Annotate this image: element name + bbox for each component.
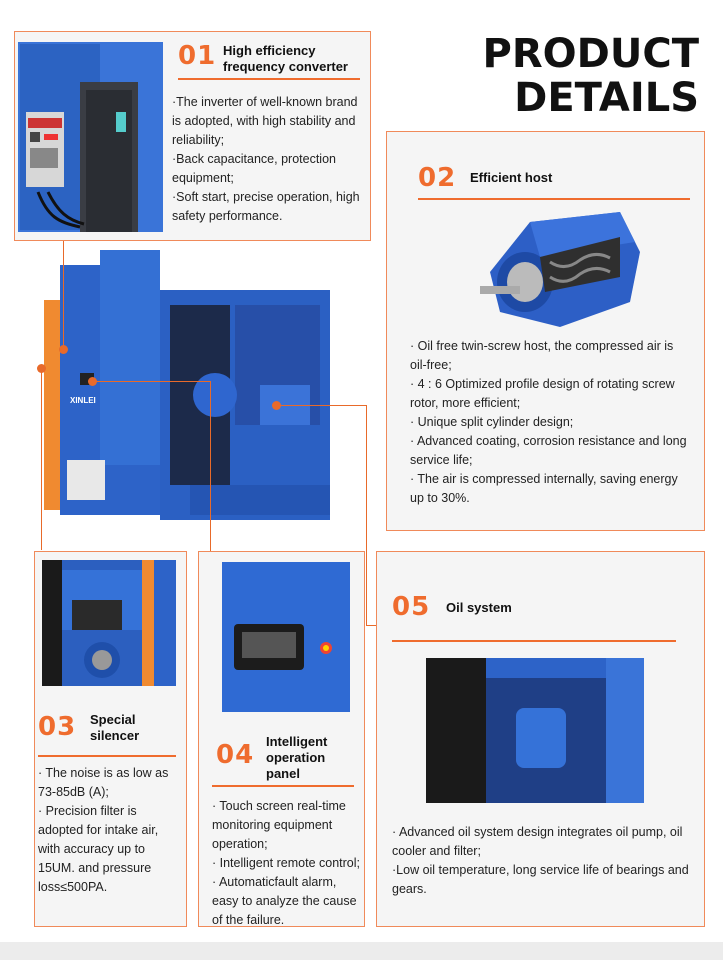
header-line-2: DETAILS (514, 75, 699, 121)
section-04-photo-panel (222, 562, 350, 712)
section-03-title-line-2: silencer (90, 728, 140, 743)
section-04-text (212, 797, 362, 930)
section-02-number: 02 (418, 163, 457, 193)
section-01-bullet: ·The inverter of well-known brand is adopted, with high stability and reliability; (172, 95, 358, 147)
section-01-text (172, 93, 362, 226)
section-02-photo-screw-host (470, 202, 650, 332)
leader-dot-03 (37, 364, 46, 373)
leader-line-02-h2 (366, 625, 376, 626)
section-04-title-line-1: Intelligent (266, 734, 328, 749)
section-02-bullet: · Oil free twin-screw host, the compressed air is oil-free; (410, 339, 674, 372)
section-03-bullet: · The noise is as low as 73-85dB (A); (38, 766, 169, 799)
section-04-title (266, 734, 327, 782)
section-02-bullet: · Advanced coating, corrosion resistance and long service life; (410, 434, 687, 467)
section-03-photo-silencer (42, 560, 176, 686)
section-03-bullet: · Precision filter is adopted for intake air, with accuracy up to 15UM. and pressure loss≤500PA. (38, 804, 159, 894)
section-02-title: Efficient host (470, 170, 553, 185)
section-03-text (38, 764, 180, 897)
section-05-text (392, 823, 692, 899)
section-05-rule (392, 640, 676, 642)
section-05-photo-oil-system (426, 658, 644, 803)
section-03-number: 03 (38, 712, 77, 742)
page-header (483, 32, 699, 120)
section-04-rule (212, 785, 354, 787)
section-05-bullet: ·Low oil temperature, long service life of bearings and gears. (392, 863, 689, 896)
section-02-bullet: · The air is compressed internally, saving energy up to 30%. (410, 472, 678, 505)
leader-line-02-h (276, 405, 366, 406)
section-02-text (410, 337, 690, 508)
section-04-number: 04 (216, 740, 255, 770)
section-04-bullet: · Intelligent remote control; (212, 856, 360, 870)
section-04-bullet: · Automaticfault alarm, easy to analyze the cause of the failure. (212, 875, 357, 927)
section-04-title-line-2: operation (266, 750, 326, 765)
section-01-photo-inverter (18, 42, 163, 232)
section-04-title-line-3: panel (266, 766, 300, 781)
section-01-bullet: ·Back capacitance, protection equipment; (172, 152, 336, 185)
leader-line-04-h (92, 381, 210, 382)
section-01-title-line-2: frequency converter (223, 59, 348, 74)
section-05-bullet: · Advanced oil system design integrates oil pump, oil cooler and filter; (392, 825, 683, 858)
section-05-title: Oil system (446, 600, 512, 615)
bottom-strip (0, 942, 723, 960)
section-03-title-line-1: Special (90, 712, 136, 727)
compressor-machine-illustration (40, 245, 340, 530)
leader-line-04-v (210, 381, 211, 551)
section-03-rule (38, 755, 176, 757)
section-02-bullet: · Unique split cylinder design; (410, 415, 574, 429)
section-01-title (223, 43, 348, 75)
header-line-1: PRODUCT (482, 31, 699, 77)
leader-line-03 (41, 368, 42, 550)
section-01-number: 01 (178, 41, 217, 71)
leader-dot-01 (59, 345, 68, 354)
leader-line-01 (63, 241, 64, 349)
section-05-number: 05 (392, 592, 431, 622)
section-01-title-line-1: High efficiency (223, 43, 316, 58)
section-03-title (90, 712, 139, 744)
section-01-rule (178, 78, 360, 80)
section-01-bullet: ·Soft start, precise operation, high safety performance. (172, 190, 360, 223)
leader-line-02-v (366, 405, 367, 625)
svg-text:XINLEI: XINLEI (70, 396, 96, 405)
leader-dot-04 (88, 377, 97, 386)
section-02-rule (418, 198, 690, 200)
section-02-bullet: · 4 : 6 Optimized profile design of rotating screw rotor, more efficient; (410, 377, 675, 410)
leader-dot-02 (272, 401, 281, 410)
section-04-bullet: · Touch screen real-time monitoring equipment operation; (212, 799, 346, 851)
